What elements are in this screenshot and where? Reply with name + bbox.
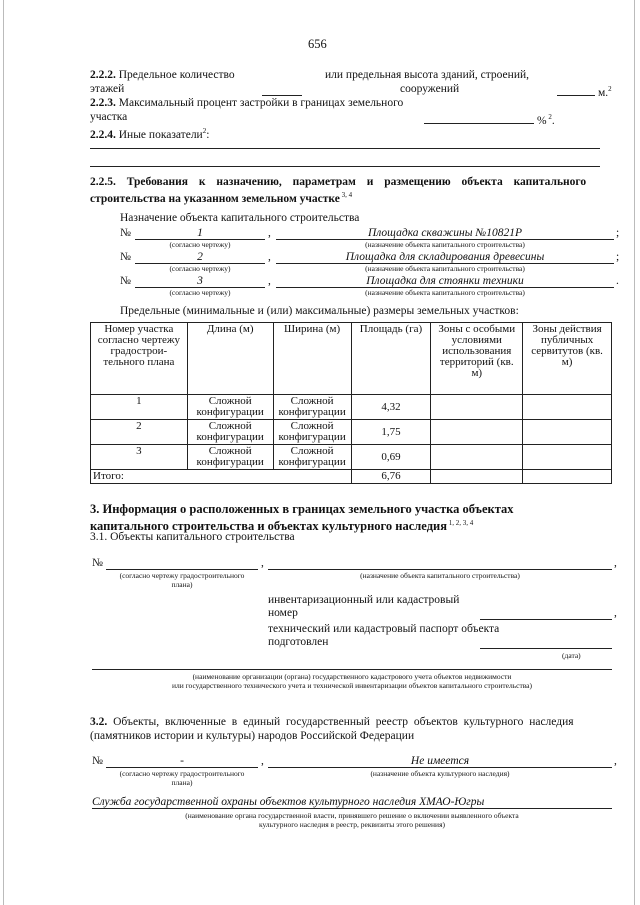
s222-floors-field	[262, 95, 302, 96]
s31-inv-b: номер	[268, 607, 298, 619]
object-1-semicolon: ;	[616, 227, 620, 239]
total-label: Итого:	[91, 470, 352, 484]
s31-tech-b: подготовлен	[268, 636, 329, 648]
s32-num-line	[106, 767, 258, 768]
s31-date-caption: (дата)	[562, 651, 581, 660]
s222-text-a: Предельное количество	[118, 69, 235, 81]
s224-text: Иные показатели	[118, 128, 203, 141]
object-1-name: Площадка скважины №10821Р	[367, 227, 523, 239]
s32-cap-num-b: плана)	[171, 778, 193, 787]
object-3-name: Площадка для стоянки техники	[366, 275, 524, 287]
cell-length: Сложной конфигурации	[187, 395, 273, 420]
object-3-num: 3	[197, 275, 203, 287]
th-servitude: Зоны действия публичных сервитутов (кв. м)	[523, 323, 612, 395]
s32-authority-line	[92, 808, 612, 809]
s32-name-line	[268, 767, 612, 768]
s31-comma-end: ,	[614, 557, 617, 569]
s31-title: 3.1. Объекты капитального строительства	[90, 531, 295, 543]
s32-line1: 3.2. Объекты, включенные в единый государственный реестр объектов культурного наследия	[90, 716, 574, 728]
object-1-no: №	[120, 227, 131, 239]
s31-inv-comma: ,	[614, 607, 617, 619]
cell-servitude	[523, 395, 612, 420]
object-1-num-caption: (согласно чертежу)	[169, 240, 231, 249]
object-3-comma: ,	[268, 275, 271, 287]
s222	[90, 69, 235, 82]
s224-line-1	[90, 148, 600, 149]
cell-num: 1	[91, 395, 188, 420]
s222-height-field	[557, 95, 595, 96]
s31-inv-field	[480, 619, 612, 620]
s32-authority: Служба государственной охраны объектов культурного наследия ХМАО-Югры	[92, 796, 485, 808]
cell-area: 0,69	[351, 445, 431, 470]
table-row	[91, 445, 612, 470]
object-3-no: №	[120, 275, 131, 287]
s31-num-line	[106, 569, 258, 570]
cell-length: Сложной конфигурации	[187, 445, 273, 470]
s222-text-b: этажей	[90, 83, 125, 95]
table-row	[91, 420, 612, 445]
s222-text-d: сооружений	[400, 83, 460, 95]
s31-cap-num-b: плана)	[171, 580, 193, 589]
sizes-label: Предельные (минимальные и (или) максимальные) размеры земельных участков:	[120, 305, 519, 317]
s223-unit: % $^2$.	[537, 113, 555, 127]
object-1-num: 1	[197, 227, 203, 239]
s222-num: 2.2.2.	[90, 69, 116, 81]
object-2-num-caption: (согласно чертежу)	[169, 264, 231, 273]
s31-name-line	[268, 569, 612, 570]
cell-area: 4,32	[351, 395, 431, 420]
cell-zones	[431, 445, 523, 470]
object-2-no: №	[120, 251, 131, 263]
object-2-comma: ,	[268, 251, 271, 263]
s3-title-b: капитального строительства и объектах культурного наследия $^{1, 2, 3, 4}$	[90, 519, 474, 534]
s32-auth-cap-a: (наименование органа государственной власти, принявшего решение о включении выявленного объекта	[185, 811, 519, 820]
s32-cap-name: (назначение объекта культурного наследия)	[370, 769, 510, 778]
th-area: Площадь (га)	[351, 323, 431, 395]
s31-comma: ,	[261, 557, 264, 569]
s32-line2: (памятников истории и культуры) народов Российской Федерации	[90, 730, 415, 742]
total-area: 6,76	[351, 470, 431, 484]
s224: 2.2.4. Иные показатели$^2$:	[90, 127, 210, 141]
s31-org-b: или государственного технического учета и технической инвентаризации объектов капитального строительства)	[171, 681, 532, 690]
cell-servitude	[523, 445, 612, 470]
th-length: Длина (м)	[187, 323, 273, 395]
s31-tech-a: технический или кадастровый паспорт объекта	[268, 623, 500, 635]
s222-unit: м.$^2$	[598, 85, 612, 99]
s32-name: Не имеется	[410, 755, 470, 767]
cell-servitude	[523, 420, 612, 445]
s32-auth-cap-b: культурного наследия в реестр, реквизиты этого решения)	[258, 820, 446, 829]
s223-text-a: Максимальный процент застройки в границах земельного	[118, 97, 404, 109]
s31-org-a: (наименование организации (органа) государственного кадастрового учета объектов недвижимости	[192, 672, 512, 681]
s31-cap-name: (назначение объекта капитального строительства)	[360, 571, 520, 580]
s31-tech-field	[480, 648, 612, 649]
th-width: Ширина (м)	[273, 323, 351, 395]
total-zones	[431, 470, 523, 484]
object-2-num: 2	[197, 251, 203, 263]
page-edge-right	[634, 0, 635, 905]
s223-text-b: участка	[90, 111, 128, 123]
object-3-name-caption: (назначение объекта капитального строительства)	[365, 288, 525, 297]
object-3-semicolon: .	[616, 275, 619, 287]
s223-percent-field	[424, 123, 534, 124]
s31-no: №	[92, 557, 103, 569]
object-2-name: Площадка для складирования древесины	[345, 251, 545, 263]
s225-line1: 2.2.5. Требования к назначению, параметрам и размещению объекта капитального	[90, 176, 587, 188]
s3-title-a: 3. Информация о расположенных в границах земельного участка объектах	[90, 502, 514, 516]
s32-comma-end: ,	[614, 755, 617, 767]
cell-num: 3	[91, 445, 188, 470]
cell-width: Сложной конфигурации	[273, 395, 351, 420]
object-3-num-caption: (согласно чертежу)	[169, 288, 231, 297]
th-zones: Зоны с особыми условиями использования территорий (кв. м)	[431, 323, 523, 395]
s32-num: -	[180, 755, 184, 767]
table-total-row	[91, 470, 612, 484]
cell-num: 2	[91, 420, 188, 445]
cell-area: 1,75	[351, 420, 431, 445]
cell-zones	[431, 395, 523, 420]
table-header-row	[91, 323, 612, 395]
sizes-table	[90, 322, 612, 484]
s32-comma: ,	[261, 755, 264, 767]
object-1-name-caption: (назначение объекта капитального строительства)	[365, 240, 525, 249]
object-2-semicolon: ;	[616, 251, 620, 263]
s223	[90, 97, 403, 110]
cell-width: Сложной конфигурации	[273, 445, 351, 470]
s31-org-line	[92, 669, 612, 670]
purpose-label: Назначение объекта капитального строительства	[120, 212, 360, 224]
page-number: 656	[308, 37, 327, 51]
s32-no: №	[92, 755, 103, 767]
cell-width: Сложной конфигурации	[273, 420, 351, 445]
th-plot-number: Номер участка согласно чертежу градострои-тельного плана	[91, 323, 188, 395]
object-2-name-caption: (назначение объекта капитального строительства)	[365, 264, 525, 273]
s32-cap-num-a: (согласно чертежу градостроительного	[119, 769, 245, 778]
s223-num: 2.2.3.	[90, 97, 116, 109]
s31-cap-num-a: (согласно чертежу градостроительного	[119, 571, 245, 580]
cell-zones	[431, 420, 523, 445]
cell-length: Сложной конфигурации	[187, 420, 273, 445]
s224-num: 2.2.4.	[90, 128, 116, 141]
total-servitude	[523, 470, 612, 484]
s225-line2: строительства на указанном земельном участке $^{3, 4}$	[90, 191, 353, 205]
table-row	[91, 395, 612, 420]
page-edge-left	[3, 0, 4, 905]
s224-line-2	[90, 166, 600, 167]
s31-inv-a: инвентаризационный или кадастровый	[268, 594, 460, 606]
s222-text-c: или предельная высота зданий, строений,	[325, 69, 530, 81]
object-1-comma: ,	[268, 227, 271, 239]
